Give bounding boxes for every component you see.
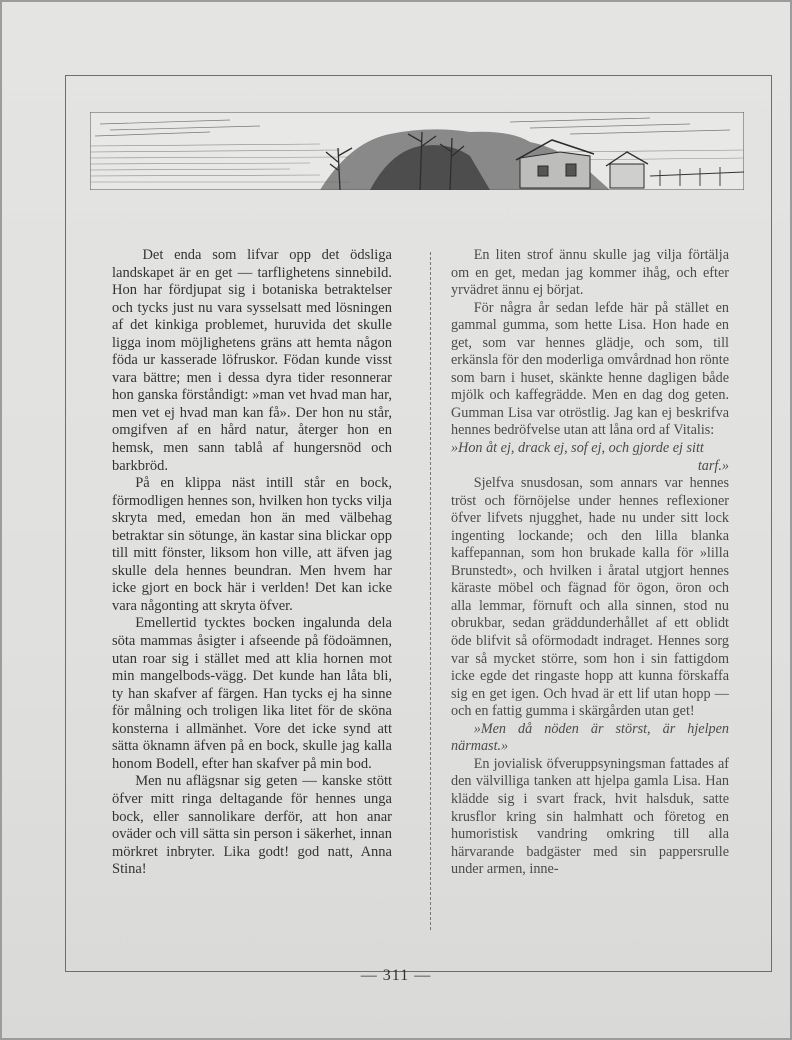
left-paragraph-2: På en klippa näst intill står en bock, förmodligen hennes son, hvilken hon tycks vilja skryta med, emedan hon än med välbehag betraktar sin sötunge, än kastar sina blickar opp till mitt fönster, liksom hon ville, att äfven jag skulle dela hennes beundran. Men hvem har icke gjort en bock här i verlden! Det kan icke vara någonting att skryta öfver. <box>112 475 392 614</box>
right-paragraph-4: En jovialisk öfveruppsyningsman fattades af den välvilliga tanken att hjelpa gamla Lisa. Han klädde sig i svart frack, hvit halsduk, satte krusflor kring sin halmhatt och företog en humoristisk vandring omkring till alla härvarande badgäster med sin pappersrulle under armen, inne- <box>451 755 729 878</box>
left-paragraph-3: Emellertid tycktes bocken ingalunda dela söta mammas åsigter i afseende på födoämnen, utan roar sig i stället med att klia hornen mot min mangelbods-vägg. Det kunde han låta bli, ty han skafver af färgen. Han tycks ej ha sinne för målning och troligen lika litet för de sköna konsterna i allmänhet. Vore det icke synd att sätta öknamn äfven på en bock, skulle jag kalla honom Bodell, efter han skafver på min bod. <box>112 615 392 772</box>
vitalis-quote-end: tarf.» <box>697 457 729 474</box>
column-divider <box>430 252 431 932</box>
right-paragraph-3: Sjelfva snusdosan, som annars var hennes tröst och förnöjelse under hennes reflexioner öfver lifvets njugghet, hade nu under sitt lock ingenting lockande; och den lilla blanka kaffepannan, som hon brukade kalla för »lilla Brunstedt», och hvilken i åratal utgjort hennes käraste möbel och fägnad för ögon, öron och alla lemmar, förnuft och alla sinnen, stod nu obrukbar, sedan gräddunderhållet af ett oblidt öde blifvit så oförmodadt indraget. Hennes sorg var så mycket större, som hon i sin fattigdom icke egde det ringaste hopp att kunna förskaffa sig en get igen. Och hvad är ett lif utan hopp — och en fattig gumma i skärgården utan get! <box>451 475 729 720</box>
left-paragraph-1: Det enda som lifvar opp det ödsliga landskapet är en get — tarflighetens sinnebild. Hon har fördjupat sig i botaniska betraktelser och tycks just nu vara sysselsatt med lösningen af det kinkiga problemet, huruvida det skulle ligga inom möjlighetens gräns att hemta någon föda ur kasserade löfruskor. Födan kunde visst vara bättre; men i dessa dyra tider resonnerar hon ganska förståndigt: »man vet hvad man har, men vet ej hvad man kan få». Der hon nu står, omgifven af en hård natur, återger hon en hemsk, men sann tablå af hungersnöd och barkbröd. <box>112 247 392 474</box>
vitalis-quote: »Hon åt ej, drack ej, sof ej, och gjorde ej sitt <box>451 440 704 457</box>
left-paragraph-4: Men nu aflägsnar sig geten — kanske stött öfver mitt ringa deltagande för hennes unga bock, eller sannolikare derför, att hon anar oväder och vill sätta sin person i säkerhet, innan mörkret inbryter. Lika godt! god natt, Anna Stina! <box>112 773 392 878</box>
right-paragraph-1: En liten strof ännu skulle jag vilja förtälja om en get, medan jag kommer ihåg, och efter yrvädret ännu ej börjat. <box>451 247 729 299</box>
page-sheet <box>2 2 790 1038</box>
right-paragraph-2: För några år sedan lefde här på stället en gammal gumma, som hette Lisa. Hon hade en get, som var hennes glädje, och som, till erkänsla för den moderliga omvårdnad hon rönte som barn i huset, skänkte henne dagligen både mjölk och kaffegrädde. Men en dag dog geten. Gumman Lisa var otröstlig. Jag kan ej beskrifva hennes bedröfvelse utan att låna ord af Vitalis: <box>451 299 729 439</box>
right-text-column <box>451 247 729 879</box>
landscape-vignette-illustration <box>90 112 744 190</box>
page-number: — 311 — <box>360 967 432 984</box>
left-text-column <box>112 247 392 879</box>
proverb-quote: »Men då nöden är störst, är hjelpen närmast.» <box>451 720 729 755</box>
